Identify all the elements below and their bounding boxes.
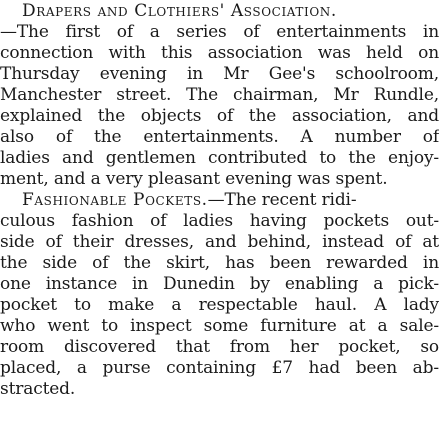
- article-line: room discovered that from her pocket, so: [0, 337, 439, 357]
- article-heading-drapers: [22, 0, 439, 22]
- article-heading-pockets: [22, 189, 439, 211]
- article-line: culous fashion of ladies having pockets out-: [0, 211, 439, 231]
- article-line: Manchester street. The chairman, Mr Rundle,: [0, 85, 439, 105]
- article-line: the side of the skirt, has been rewarded in: [0, 253, 439, 273]
- heading-text: Drapers and Clothiers' Association.: [22, 1, 337, 21]
- article-line: one instance in Dunedin by enabling a pick-: [0, 274, 439, 294]
- article-line: —The first of a series of entertainments in: [0, 22, 439, 42]
- article-line: placed, a purse containing £7 had been ab-: [0, 358, 439, 378]
- article-line: side of their dresses, and behind, instead of at: [0, 232, 439, 252]
- article-line: who went to inspect some furniture at a sale-: [0, 316, 439, 336]
- heading-text: Fashionable Pockets.: [22, 190, 208, 210]
- article-line: Thursday evening in Mr Gee's schoolroom,: [0, 64, 439, 84]
- article-line: —The recent ridi-: [207, 190, 357, 210]
- article-line: stracted.: [0, 379, 76, 399]
- article-line: connection with this association was held on: [0, 43, 439, 63]
- article-line: also of the entertainments. A number of: [0, 127, 439, 147]
- article-line: pocket to make a respectable haul. A lady: [0, 295, 439, 315]
- article-line: explained the objects of the association, and: [0, 106, 439, 126]
- article-line: ladies and gentlemen contributed to the enjoy-: [0, 148, 439, 168]
- article-line: ment, and a very pleasant evening was spent.: [0, 169, 388, 189]
